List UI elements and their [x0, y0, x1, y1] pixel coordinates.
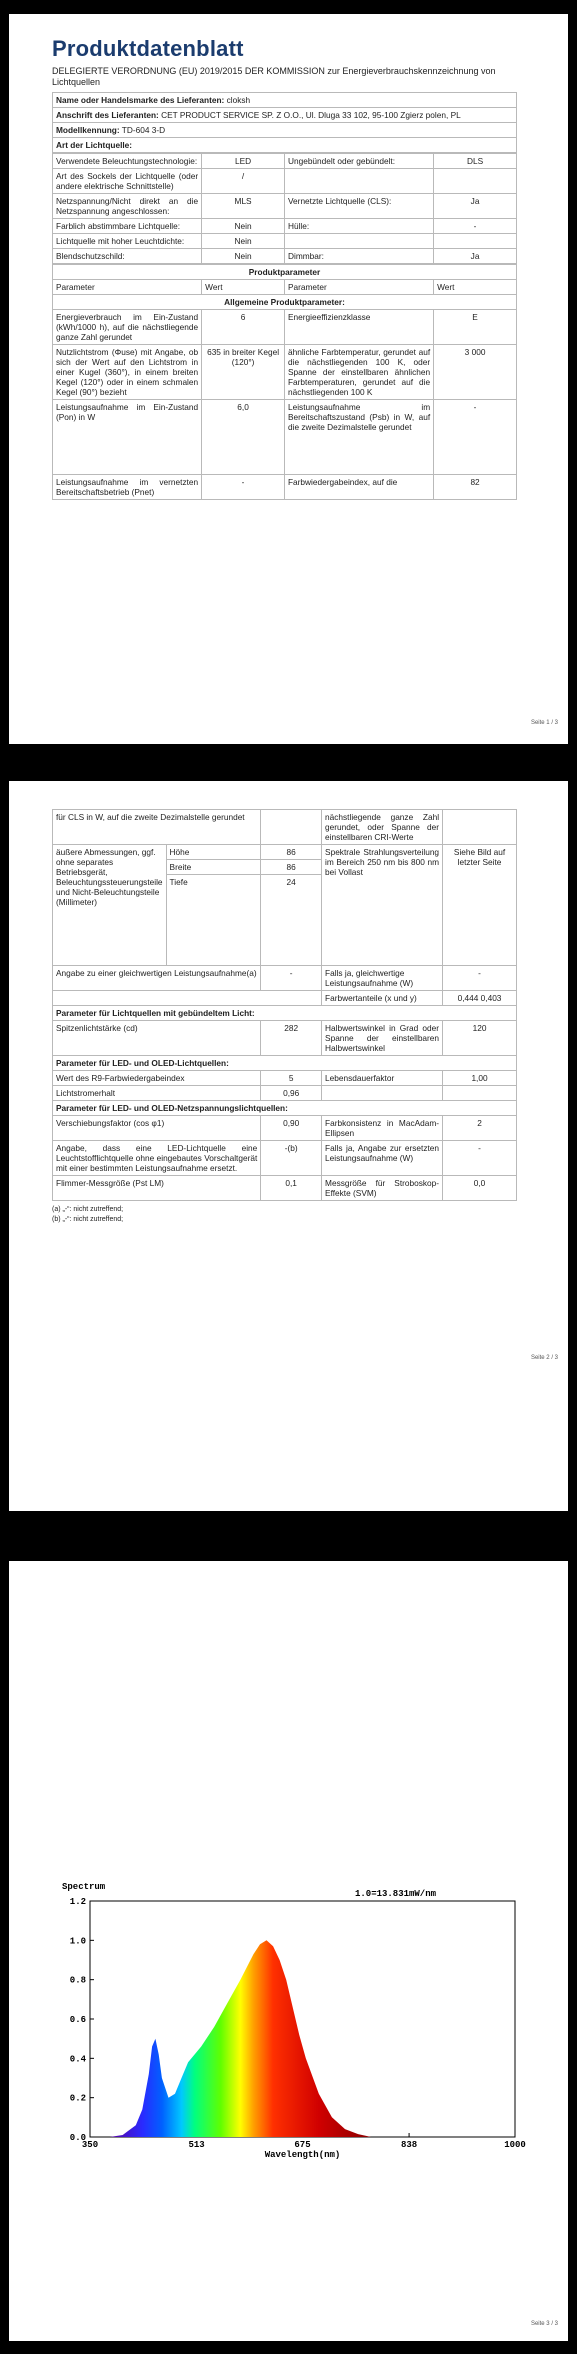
mains-heading: Parameter für LED- und OLED-Netzspannungslichtquellen:: [53, 1101, 517, 1116]
lumen-maintenance-label: Lichtstromerhalt: [53, 1086, 261, 1101]
dim-depth-value: 24: [261, 875, 322, 966]
param-label: ähnliche Farbtemperatur, gerundet auf die nächstliegenden 100 K, oder Spanne der einstellbaren ähnlichen Farbtemperaturen, gerundet auf die nächstliegenden 100 K: [284, 345, 433, 400]
type-label: Hülle:: [284, 219, 433, 234]
page-number: Seite 3 / 3: [530, 2321, 558, 2327]
equiv-power-label-2: Falls ja, gleichwertige Leistungsaufnahme (W): [322, 966, 443, 991]
type-value: LED: [202, 154, 285, 169]
page-number: Seite 2 / 3: [530, 1355, 558, 1361]
r9-label: Wert des R9-Farbwiedergabeindex: [53, 1071, 261, 1086]
type-label: Blendschutzschild:: [53, 249, 202, 264]
dimensions-label: äußere Abmessungen, ggf. ohne separates Betriebsgerät, Beleuchtungssteuerungsteile und Nicht-Beleuchtungsteile (Millimeter): [53, 845, 167, 966]
trademark-label: Name oder Handelsmarke des Lieferanten:: [56, 95, 225, 105]
param-label: Leistungsaufnahme im Ein-Zustand (Pon) in W: [53, 400, 202, 475]
params-table-continued: [52, 809, 517, 1201]
param-label: Falls ja, Angabe zur ersetzten Leistungsaufnahme (W): [322, 1141, 443, 1176]
type-label: Art des Sockels der Lichtquelle (oder andere elektrische Schnittstelle): [53, 169, 202, 194]
type-row: [53, 169, 517, 194]
type-value: [434, 169, 517, 194]
param-value: 635 in breiter Kegel (120°): [202, 345, 285, 400]
model-label: Modellkennung:: [56, 125, 120, 135]
param-label: Farbkonsistenz in MacAdam-Ellipsen: [322, 1116, 443, 1141]
beam-heading: Parameter für Lichtquellen mit gebündeltem Licht:: [53, 1006, 517, 1021]
y-tick-label: 0.4: [69, 2054, 86, 2065]
type-table: [52, 153, 517, 264]
equiv-power-value-2: -: [443, 966, 517, 991]
survival-factor-label: Lebensdauerfaktor: [322, 1071, 443, 1086]
dim-width-value: 86: [261, 860, 322, 875]
type-row: [53, 219, 517, 234]
param-value: 3 000: [434, 345, 517, 400]
type-label: Vernetzte Lichtquelle (CLS):: [284, 194, 433, 219]
spectrum-svg: [60, 1879, 535, 2174]
param-label: Leistungsaufnahme im vernetzten Bereitschaftsbetrieb (Pnet): [53, 475, 202, 500]
chromaticity-value: 0,444 0,403: [443, 991, 517, 1006]
x-axis-label: Wavelength(nm): [264, 2150, 341, 2160]
param-label: Energieverbrauch im Ein-Zustand (kWh/1000 h), auf die nächstliegende ganze Zahl gerundet: [53, 310, 202, 345]
general-params-heading: Allgemeine Produktparameter:: [53, 295, 517, 310]
trademark-value: cloksh: [226, 95, 251, 105]
param-label: Verschiebungsfaktor (cos φ1): [53, 1116, 261, 1141]
param-label: Flimmer-Messgröße (Pst LM): [53, 1176, 261, 1201]
x-tick-label: 838: [400, 2140, 418, 2150]
peak-intensity-label: Spitzenlichtstärke (cd): [53, 1021, 261, 1056]
type-label: Farblich abstimmbare Lichtquelle:: [53, 219, 202, 234]
equiv-power-label: Angabe zu einer gleichwertigen Leistungsaufnahme(a): [53, 966, 261, 991]
param-value: -: [443, 1141, 517, 1176]
footnotes: [52, 1205, 517, 1225]
spectrum-chart: [60, 1879, 535, 2174]
type-label: Ungebündelt oder gebündelt:: [284, 154, 433, 169]
y-tick-label: 0.0: [69, 2133, 86, 2143]
supplier-table: [52, 92, 517, 153]
type-value: MLS: [202, 194, 285, 219]
param-label: Farbwiedergabeindex, auf die: [284, 475, 433, 500]
page-1: [9, 14, 568, 744]
y-tick-label: 1.0: [69, 1936, 86, 1947]
product-params-heading: Produktparameter: [53, 265, 517, 280]
type-value: Ja: [434, 249, 517, 264]
param-label: Nutzlichtstrom (Φuse) mit Angabe, ob sich der Wert auf den Lichtstrom in einer Kugel (360°), in einem breiten Kegel (120°) oder in einem schmalen Kegel (90°) bezieht: [53, 345, 202, 400]
type-label: [284, 169, 433, 194]
type-value: -: [434, 219, 517, 234]
x-tick-label: 513: [188, 2140, 205, 2150]
page-title: Produktdatenblatt: [52, 36, 244, 61]
chromaticity-label: Farbwertanteile (x und y): [322, 991, 443, 1006]
param-value: 0,1: [261, 1176, 322, 1201]
param-value: 0,90: [261, 1116, 322, 1141]
type-value: Ja: [434, 194, 517, 219]
type-label: Netzspannung/Nicht direkt an die Netzspannung angeschlossen:: [53, 194, 202, 219]
mains-row: [53, 1141, 517, 1176]
page-2: [9, 781, 568, 1511]
param-row: [53, 400, 517, 475]
page-number: Seite 1 / 3: [530, 720, 558, 726]
regulation-text: DELEGIERTE VERORDNUNG (EU) 2019/2015 DER KOMMISSION zur Energieverbrauchskennzeichnung von Lichtquellen: [52, 66, 496, 87]
dim-depth-label: Tiefe: [166, 875, 261, 966]
col-header-parameter-2: Parameter: [284, 280, 433, 295]
address-label: Anschrift des Lieferanten:: [56, 110, 159, 120]
page-3: [9, 1561, 568, 2341]
type-value: Nein: [202, 219, 285, 234]
col-header-value-1: Wert: [202, 280, 285, 295]
cri-cont: nächstliegende ganze Zahl gerundet, oder Spanne der einstellbaren CRI-Werte: [322, 810, 443, 845]
y-tick-label: 1.2: [69, 1897, 86, 1907]
param-value: 82: [434, 475, 517, 500]
page-2-content: [52, 809, 517, 1225]
col-header-parameter-1: Parameter: [53, 280, 202, 295]
param-row: [53, 345, 517, 400]
param-value: -: [434, 400, 517, 475]
type-label: [284, 234, 433, 249]
type-label: Lichtquelle mit hoher Leuchtdichte:: [53, 234, 202, 249]
chart-title: Spectrum: [62, 1882, 106, 1892]
type-row: [53, 154, 517, 169]
mains-row: [53, 1176, 517, 1201]
peak-intensity-value: 282: [261, 1021, 322, 1056]
param-row: [53, 310, 517, 345]
type-value: [434, 234, 517, 249]
type-value: /: [202, 169, 285, 194]
param-label: Angabe, dass eine LED-Lichtquelle eine Leuchtstofflichtquelle ohne eingebautes Vorschaltgerät mit einer bestimmten Leistungsaufnahme ersetzt.: [53, 1141, 261, 1176]
spectral-value: Siehe Bild auf letzter Seite: [443, 845, 517, 966]
r9-value: 5: [261, 1071, 322, 1086]
y-tick-label: 0.6: [69, 2015, 86, 2025]
type-row: [53, 249, 517, 264]
param-value: -(b): [261, 1141, 322, 1176]
type-value: Nein: [202, 249, 285, 264]
mains-row: [53, 1116, 517, 1141]
lumen-maintenance-value: 0,96: [261, 1086, 322, 1101]
param-value: E: [434, 310, 517, 345]
x-tick-label: 1000: [504, 2140, 526, 2150]
param-row: [53, 475, 517, 500]
y-tick-label: 0.8: [69, 1975, 86, 1986]
led-heading: Parameter für LED- und OLED-Lichtquellen:: [53, 1056, 517, 1071]
param-label: Energieeffizienzklasse: [284, 310, 433, 345]
chart-annotation: 1.0=13.831mW/nm: [355, 1889, 437, 1899]
y-tick-label: 0.2: [69, 2093, 86, 2104]
param-label: Leistungsaufnahme im Bereitschaftszustand (Psb) in W, auf die zweite Dezimalstelle gerundet: [284, 400, 433, 475]
param-value: 6: [202, 310, 285, 345]
model-value: TD-604 3-D: [121, 125, 166, 135]
params-table: [52, 264, 517, 500]
col-header-value-2: Wert: [434, 280, 517, 295]
type-value: DLS: [434, 154, 517, 169]
x-tick-label: 675: [294, 2140, 311, 2150]
address-value: CET PRODUCT SERVICE SP. Z O.O., Ul. Dluga 33 102, 95-100 Zgierz polen, PL: [161, 110, 461, 120]
footnote-b: (b) „-“: nicht zutreffend;: [52, 1216, 124, 1223]
survival-factor-value: 1,00: [443, 1071, 517, 1086]
dim-width-label: Breite: [166, 860, 261, 875]
param-label: Messgröße für Stroboskop-Effekte (SVM): [322, 1176, 443, 1201]
footnote-a: (a) „-“: nicht zutreffend;: [52, 1206, 124, 1213]
param-value: -: [202, 475, 285, 500]
cls-standby-cont: für CLS in W, auf die zweite Dezimalstelle gerundet: [53, 810, 261, 845]
spectrum-area: [110, 1940, 372, 2137]
param-value: 6,0: [202, 400, 285, 475]
param-value: 2: [443, 1116, 517, 1141]
equiv-power-value: -: [261, 966, 322, 991]
dim-height-label: Höhe: [166, 845, 261, 860]
x-tick-label: 350: [81, 2140, 99, 2150]
type-row: [53, 194, 517, 219]
beam-angle-value: 120: [443, 1021, 517, 1056]
page-1-content: [52, 36, 517, 500]
type-value: Nein: [202, 234, 285, 249]
type-row: [53, 234, 517, 249]
type-label: Dimmbar:: [284, 249, 433, 264]
beam-angle-label: Halbwertswinkel in Grad oder Spanne der einstellbaren Halbwertswinkel: [322, 1021, 443, 1056]
spectral-label: Spektrale Strahlungsverteilung im Bereich 250 nm bis 800 nm bei Vollast: [322, 845, 443, 966]
type-label: Verwendete Beleuchtungstechnologie:: [53, 154, 202, 169]
param-value: 0,0: [443, 1176, 517, 1201]
dim-height-value: 86: [261, 845, 322, 860]
type-heading: Art der Lichtquelle:: [53, 138, 517, 153]
